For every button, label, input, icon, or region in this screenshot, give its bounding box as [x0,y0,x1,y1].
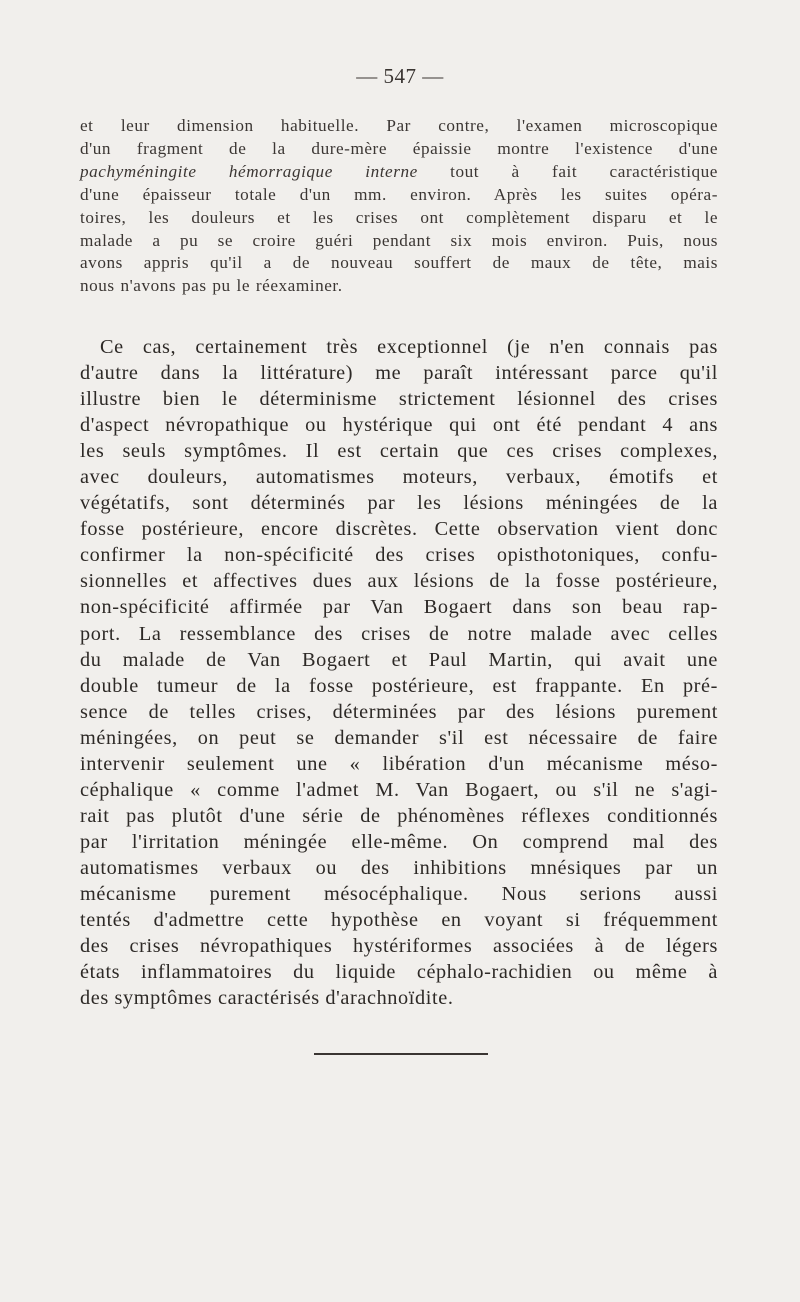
text-line: par l'irritation méningée elle-même. On comprend mal des [80,830,718,853]
line-remainder: tout à fait caractéristique [417,161,718,181]
text-line: d'une épaisseur totale d'un mm. environ. Après les suites opéra- [80,184,718,204]
text-line: les seuls symptômes. Il est certain que ces crises complexes, [80,440,718,463]
text-line: des symptômes caractérisés d'arachnoïdite. [80,987,454,1010]
text-line: port. La ressemblance des crises de notre malade avec celles [80,622,718,645]
text-line: avec douleurs, automatismes moteurs, verbaux, émotifs et [80,466,718,489]
text-line: nous n'avons pas pu le réexaminer. [80,276,343,296]
text-line: tentés d'admettre cette hypothèse en voyant si fréquemment [80,909,718,932]
text-line: avons appris qu'il a de nouveau souffert de maux de tête, mais [80,253,718,273]
page-number: — 547 — [356,64,444,88]
text-line: et leur dimension habituelle. Par contre, l'examen microscopique [80,116,718,135]
text-line: méningées, on peut se demander s'il est nécessaire de faire [80,726,718,749]
text-line: malade a pu se croire guéri pendant six mois environ. Puis, nous [80,230,718,250]
text-line: toires, les douleurs et les crises ont complètement disparu et le [80,207,718,227]
text-line: fosse postérieure, encore discrètes. Cette observation vient donc [80,518,718,541]
end-rule-divider [314,1053,488,1055]
text-line: du malade de Van Bogaert et Paul Martin, qui avait une [80,648,718,671]
text-line: des crises névropathiques hystériformes associées à de légers [80,935,718,958]
text-line [80,161,718,184]
text-line: automatismes verbaux ou des inhibitions mnésiques par un [80,856,718,879]
text-line: sionnelles et affectives dues aux lésions de la fosse postérieure, [80,570,718,593]
text-line: céphalique « comme l'admet M. Van Bogaert, ou s'il ne s'agi- [80,778,718,801]
text-line: double tumeur de la fosse postérieure, est frappante. En pré- [80,674,718,697]
paragraph-discussion [80,334,718,1011]
text-line: Ce cas, certainement très exceptionnel (je n'en connais pas [100,336,718,358]
text-line: états inflammatoires du liquide céphalo-rachidien ou même à [80,961,718,984]
text-line: végétatifs, sont déterminés par les lésions méningées de la [80,492,718,515]
text-line: non-spécificité affirmée par Van Bogaert dans son beau rap- [80,596,718,619]
text-line: d'un fragment de la dure-mère épaissie montre l'existence d'une [80,138,718,158]
text-line: d'aspect névropathique ou hystérique qui ont été pendant 4 ans [80,414,718,437]
text-line: confirmer la non-spécificité des crises opisthotoniques, confu- [80,544,718,567]
text-line: rait pas plutôt d'une série de phénomènes réflexes conditionnés [80,804,718,827]
text-line: mécanisme purement mésocéphalique. Nous serions aussi [80,882,718,905]
text-line: d'autre dans la littérature) me paraît intéressant parce qu'il [80,362,718,385]
text-line: illustre bien le déterminisme strictement lésionnel des crises [80,388,718,411]
italic-term: pachyméningite hémorragique interne [80,161,418,181]
text-line: intervenir seulement une « libération d'un mécanisme méso- [80,752,718,775]
paragraph-case-report [80,115,718,298]
text-line: sence de telles crises, déterminées par des lésions purement [80,700,718,723]
